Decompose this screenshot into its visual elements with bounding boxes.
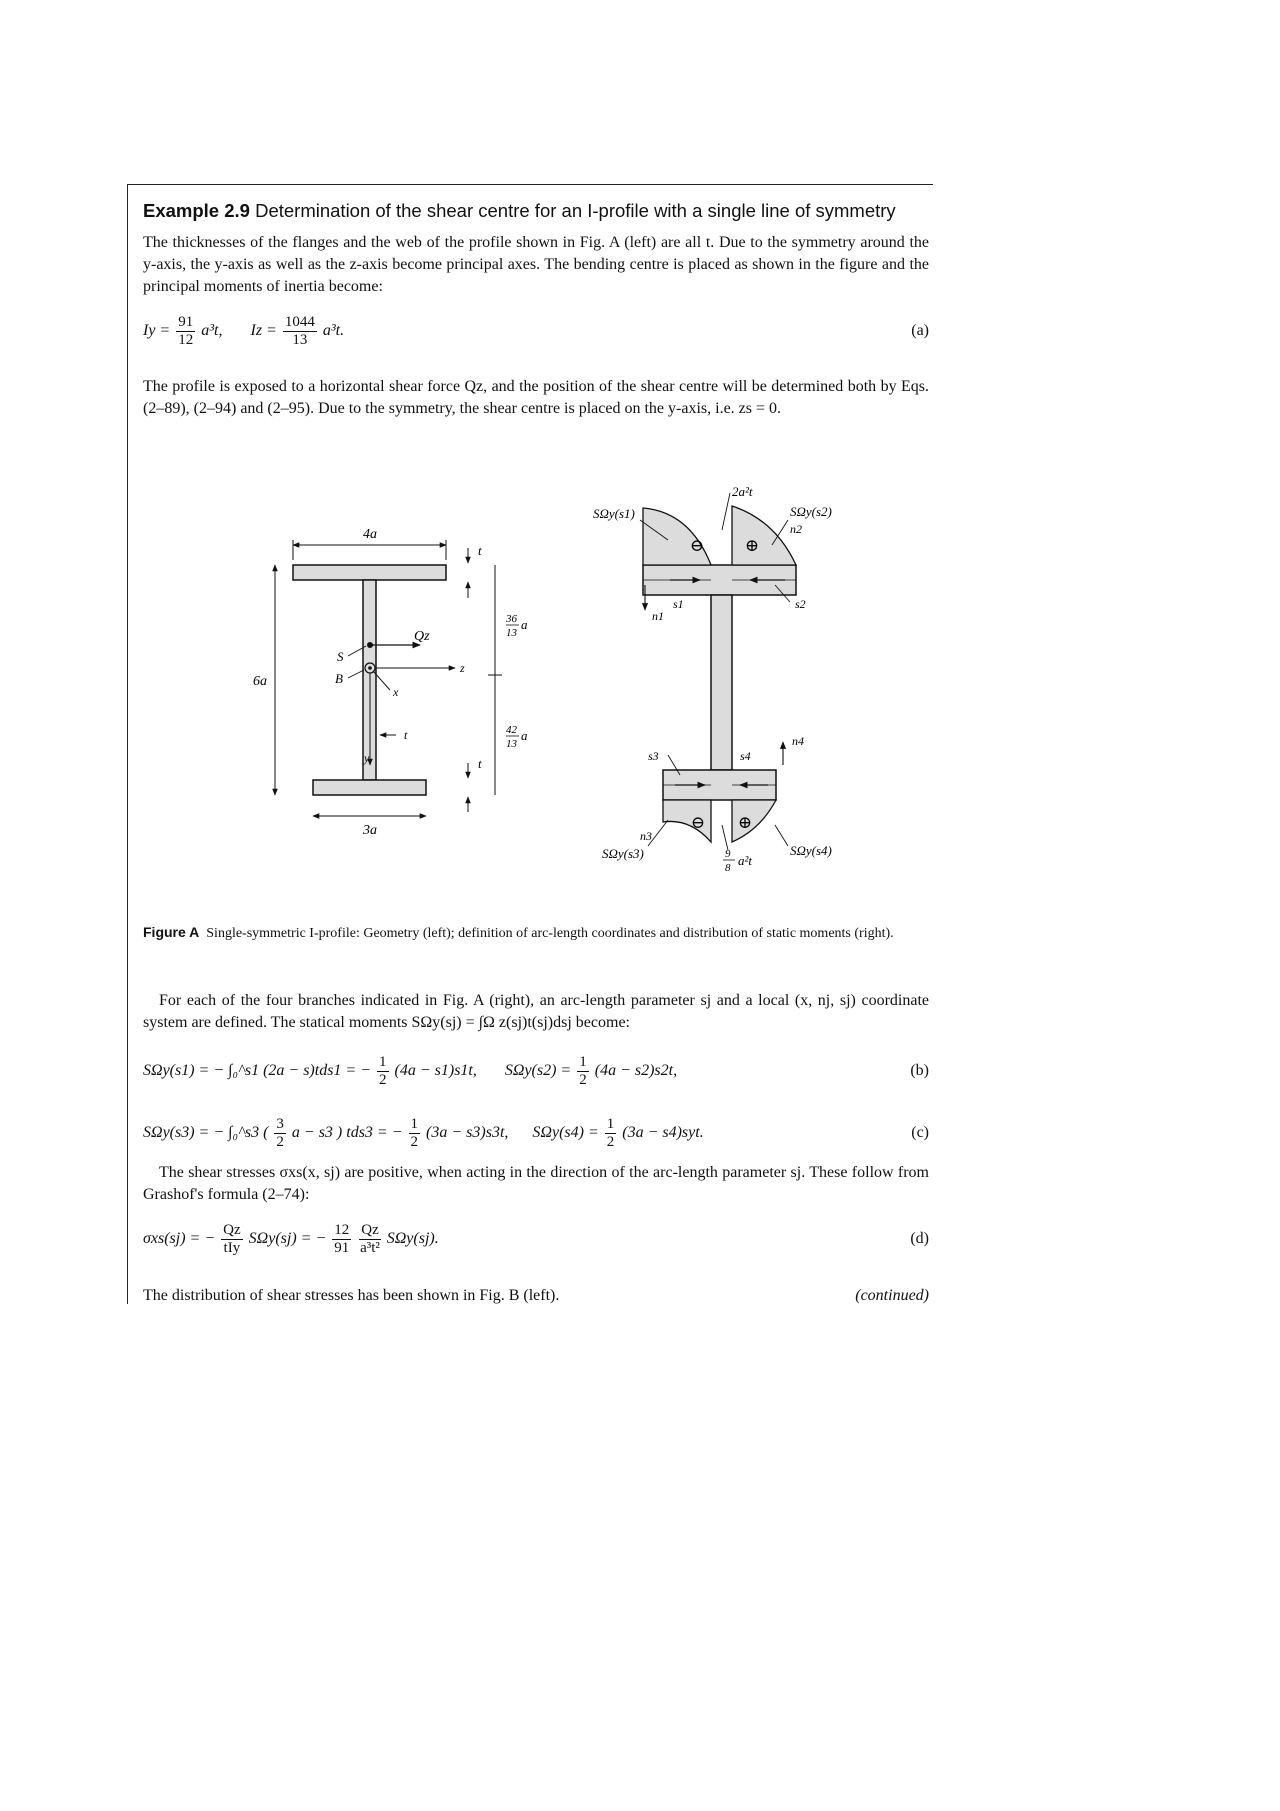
eq-b-frac1 — [377, 1054, 389, 1089]
t-top-label: t — [478, 543, 482, 558]
s-label: S — [337, 649, 344, 664]
upper-den: 13 — [506, 627, 517, 639]
qz-label: Qz — [414, 629, 430, 644]
eq-d-ninetyone: 91 — [334, 1240, 350, 1256]
eq-b-text2: (4a − s1)s1t, — [394, 1062, 477, 1080]
right-distribution — [593, 484, 832, 874]
static-moment-s2 — [732, 506, 796, 565]
iy-num: 91 — [178, 314, 194, 330]
sign-s4: ⊕ — [737, 813, 753, 832]
equation-number-b: (b) — [910, 1062, 929, 1079]
example-label: Example 2.9 — [143, 200, 250, 221]
equation-number-a: (a) — [911, 322, 929, 339]
y-label: y — [364, 751, 370, 765]
s3-coord: s3 — [648, 749, 659, 763]
eq-d-tiy: tIy — [223, 1240, 241, 1256]
eq-d-twelve: 12 — [334, 1222, 350, 1238]
iz-lhs: Iz = — [250, 322, 277, 340]
lower-den: 13 — [506, 738, 517, 750]
iy-lhs: Iy = — [143, 322, 171, 340]
paragraph-branches: For each of the four branches indicated in Fig. A (right), an arc-length parameter sj and a local (x, nj, sj) coordinate system are defined. The statical moments SΩy(sj) = ∫Ω z(sj)t(sj)dsj become: — [143, 992, 929, 1031]
left-geometry — [253, 527, 528, 838]
iz-den: 13 — [292, 332, 308, 348]
eq-d-qz: Qz — [223, 1222, 241, 1238]
iy-rest: a³t, — [201, 322, 223, 340]
eq-c-frac2 — [409, 1116, 421, 1151]
b-label: B — [335, 671, 343, 686]
eq-c-frac3 — [605, 1116, 617, 1151]
continued-label: (continued) — [855, 1287, 929, 1304]
equation-number-c: (c) — [911, 1124, 929, 1141]
sign-s3: ⊖ — [690, 813, 706, 832]
bottom-value-num: 9 — [725, 848, 731, 860]
eq-c-half-den2: 2 — [606, 1134, 615, 1150]
example-title-text: Determination of the shear centre for an I-profile with a single line of symmetry — [255, 200, 896, 221]
eq-b-half-den: 2 — [379, 1072, 387, 1088]
eq-b-text1: SΩy(s1) = − ∫₀^s1 (2a − s)tds1 = − — [143, 1062, 372, 1080]
eq-d-text1: σxs(sj) = − — [143, 1230, 216, 1248]
eq-b-half-den2: 2 — [579, 1072, 587, 1088]
upper-unit: a — [521, 617, 528, 632]
dim-top-label: 4a — [363, 527, 377, 542]
eq-d-qz2: Qz — [361, 1222, 379, 1238]
s4-moment-label: SΩy(s4) — [790, 843, 832, 858]
iz-num: 1044 — [284, 314, 315, 330]
eq-c-half-den: 2 — [410, 1134, 419, 1150]
lower-num: 42 — [506, 724, 517, 736]
r-web — [711, 595, 732, 770]
x-label: x — [393, 685, 399, 699]
s1-coord: s1 — [673, 597, 684, 611]
equation-c — [143, 1116, 929, 1158]
eq-b-text4: (4a − s2)s2t, — [594, 1062, 678, 1080]
eq-d-frac2 — [332, 1222, 351, 1257]
eq-c-half-num2: 1 — [606, 1116, 615, 1132]
figure-caption — [143, 922, 929, 944]
bottom-flange — [313, 780, 426, 795]
eq-c-frac1 — [274, 1116, 286, 1151]
t-bottom-label: t — [478, 756, 482, 771]
n3-label: n3 — [640, 829, 652, 843]
caption-text: Single-symmetric I-profile: Geometry (left); definition of arc-length coordinates and distribution of static moments (right). — [206, 926, 894, 941]
eq-b-half-num: 1 — [379, 1054, 387, 1070]
sign-s2: ⊕ — [744, 536, 760, 555]
sign-s1: ⊖ — [689, 536, 705, 555]
s3-moment-label: SΩy(s3) — [602, 846, 644, 861]
eq-c-text2: a − s3 ) tds3 = − — [291, 1124, 403, 1142]
n2-label: n2 — [790, 522, 802, 536]
equation-b — [143, 1054, 929, 1096]
top-flange — [293, 565, 446, 580]
top-value-label: 2a²t — [732, 484, 753, 499]
equation-d — [143, 1222, 929, 1264]
paragraph-load: The profile is exposed to a horizontal shear force Qz, and the position of the shear centre will be determined both by Eqs. (2–89), (2–94) and (2–95). Due to the symmetry, the shear centre is placed on the y-axis, i.e. zs = 0. — [143, 378, 929, 417]
eq-c-text1: SΩy(s3) = − ∫₀^s3 ( — [143, 1124, 269, 1142]
eq-d-frac3 — [359, 1222, 381, 1257]
eq-d-text2: SΩy(sj) = − — [248, 1230, 327, 1248]
bottom-value-rest: a²t — [738, 853, 753, 868]
dim-height-label: 6a — [253, 674, 267, 689]
eq-d-a3t2: a³t² — [360, 1240, 380, 1256]
bottom-value-den: 8 — [725, 862, 731, 874]
iy-den: 12 — [178, 332, 194, 348]
eq-c-two: 2 — [276, 1134, 284, 1150]
t-web-label: t — [404, 728, 408, 742]
n4-label: n4 — [792, 734, 804, 748]
eq-c-text3: (3a − s3)s3t, — [426, 1124, 509, 1142]
iz-rest: a³t. — [322, 322, 345, 340]
z-label: z — [460, 661, 465, 675]
equation-number-d: (d) — [910, 1230, 929, 1247]
lower-unit: a — [521, 728, 528, 743]
eq-d-text3: SΩy(sj). — [386, 1230, 439, 1248]
paragraph-intro: The thicknesses of the flanges and the web of the profile shown in Fig. A (left) are all t. Due to the symmetry around the y-axis, the y-axis as well as the z-axis become principal axes. The bending centre is placed as shown in the figure and the principal moments of inertia become: — [143, 234, 929, 295]
eq-b-half-num2: 1 — [579, 1054, 587, 1070]
eq-c-half-num: 1 — [410, 1116, 419, 1132]
eq-b-text3: SΩy(s2) = — [504, 1062, 572, 1080]
footer-text: The distribution of shear stresses has been shown in Fig. B (left). — [143, 1287, 560, 1304]
s2-coord: s2 — [795, 597, 806, 611]
eq-b-frac2 — [577, 1054, 589, 1089]
s2-moment-label: SΩy(s2) — [790, 504, 832, 519]
paragraph-stresses: The shear stresses σxs(x, sj) are positive, when acting in the direction of the arc-length parameter sj. These follow from Grashof's formula (2–74): — [143, 1164, 929, 1203]
eq-d-frac1 — [221, 1222, 243, 1257]
dim-bottom-label: 3a — [363, 823, 377, 838]
upper-num: 36 — [506, 613, 517, 625]
s1-moment-label: SΩy(s1) — [593, 506, 635, 521]
caption-label: Figure A — [143, 924, 200, 940]
eq-c-text4: SΩy(s4) = — [532, 1124, 599, 1142]
n1-label: n1 — [652, 609, 664, 623]
eq-c-three: 3 — [276, 1116, 284, 1132]
s4-coord: s4 — [740, 749, 751, 763]
footer — [143, 1287, 929, 1305]
eq-c-text5: (3a − s4)syt. — [622, 1124, 704, 1142]
